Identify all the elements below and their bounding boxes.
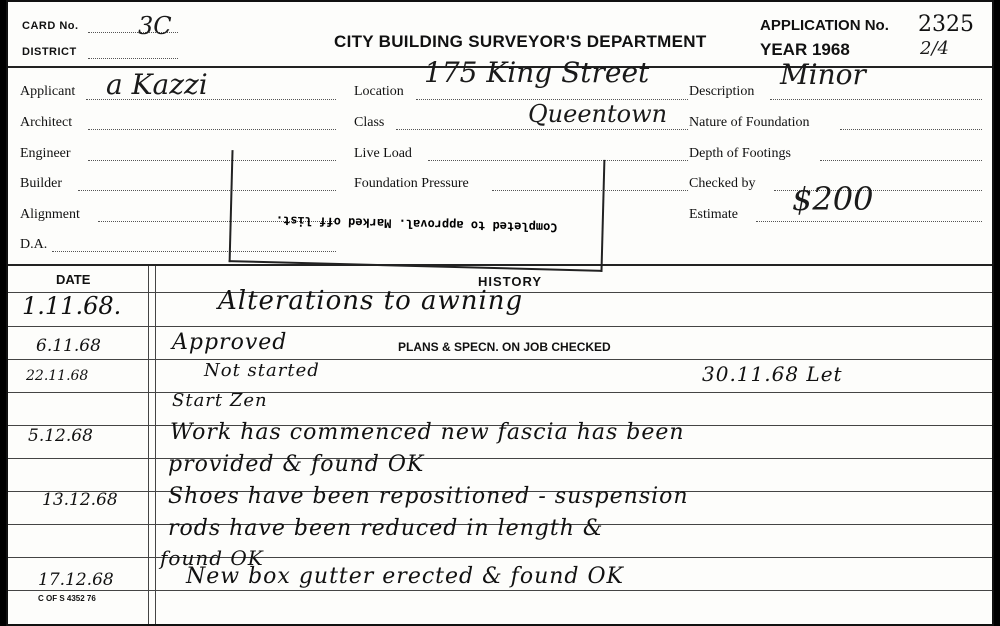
builder-label: Builder: [20, 176, 62, 191]
location-label: Location: [354, 84, 404, 99]
description-value: Minor: [780, 58, 866, 91]
nature-line: [840, 129, 982, 130]
history-header: HISTORY: [478, 274, 543, 289]
entry-date: 13.12.68: [42, 490, 118, 510]
nature-of-foundation-label: Nature of Foundation: [689, 115, 810, 130]
form-code: C OF S 4352 76: [38, 594, 96, 603]
entry-date: 5.12.68: [28, 426, 93, 446]
entry-text: Shoes have been repositioned - suspension: [168, 484, 689, 509]
department-title: CITY BUILDING SURVEYOR'S DEPARTMENT: [334, 32, 707, 51]
ruled-line: [8, 359, 994, 360]
alignment-label: Alignment: [20, 207, 80, 222]
entry-date: 17.12.68: [38, 570, 114, 590]
class-line: [396, 129, 688, 130]
date-header: DATE: [56, 272, 91, 287]
entry-text: Work has commenced new fascia has been: [170, 420, 685, 445]
architect-label: Architect: [20, 115, 73, 130]
location-value-2: Queentown: [528, 100, 668, 128]
card-no-value: 3C: [138, 12, 172, 40]
building-card: [6, 0, 994, 626]
entry-text: found OK: [160, 546, 264, 570]
estimate-label: Estimate: [689, 207, 738, 222]
ruled-line: [8, 590, 994, 591]
typed-note: PLANS & SPECN. ON JOB CHECKED: [398, 340, 611, 354]
date-column-divider-2: [155, 266, 156, 626]
ruled-line: [8, 326, 994, 327]
estimate-line: [756, 221, 982, 222]
ruled-line: [8, 392, 994, 393]
application-number: 2325: [918, 12, 974, 37]
entry-text: Not started: [204, 360, 320, 381]
entry-text: rods have been reduced in length &: [168, 516, 604, 541]
entry-text: provided & found OK: [168, 452, 425, 477]
da-label: D.A.: [20, 237, 48, 252]
foundation-pressure-label: Foundation Pressure: [354, 176, 469, 191]
depth-line: [820, 160, 982, 161]
live-load-label: Live Load: [354, 146, 412, 161]
location-value: 175 King Street: [424, 56, 650, 89]
applicant-label: Applicant: [20, 84, 76, 99]
stamp-text: Completed to approval. Marked off list.: [275, 213, 558, 235]
checked-by-label: Checked by: [689, 176, 756, 191]
district-line: [88, 58, 178, 59]
engineer-label: Engineer: [20, 146, 71, 161]
year-label: YEAR 1968: [760, 40, 850, 59]
entry-date: 22.11.68: [26, 368, 89, 384]
date-column-divider: [148, 266, 149, 626]
description-line: [770, 99, 982, 100]
estimate-value: $200: [792, 180, 874, 218]
entry-text: Alterations to awning: [218, 286, 524, 316]
district-label: DISTRICT: [22, 46, 77, 58]
entry-text: Approved: [172, 330, 288, 355]
card-no-label: CARD No.: [22, 20, 79, 32]
extra-note: 30.11.68 Let: [702, 362, 843, 386]
entry-text: New box gutter erected & found OK: [186, 564, 624, 589]
architect-line: [88, 129, 336, 130]
entry-date: 6.11.68: [36, 336, 101, 356]
applicant-value: a Kazzi: [106, 68, 208, 101]
completion-stamp: [229, 150, 606, 272]
ruled-line: [8, 458, 994, 459]
ruled-line: [8, 557, 994, 558]
depth-of-footings-label: Depth of Footings: [689, 146, 791, 161]
application-label: APPLICATION No.: [760, 17, 889, 34]
entry-date: 1.11.68.: [22, 292, 122, 320]
description-label: Description: [689, 84, 755, 99]
year-handwritten: 2/4: [920, 38, 949, 59]
entry-text: Start Zen: [172, 390, 268, 411]
class-label: Class: [354, 115, 385, 130]
